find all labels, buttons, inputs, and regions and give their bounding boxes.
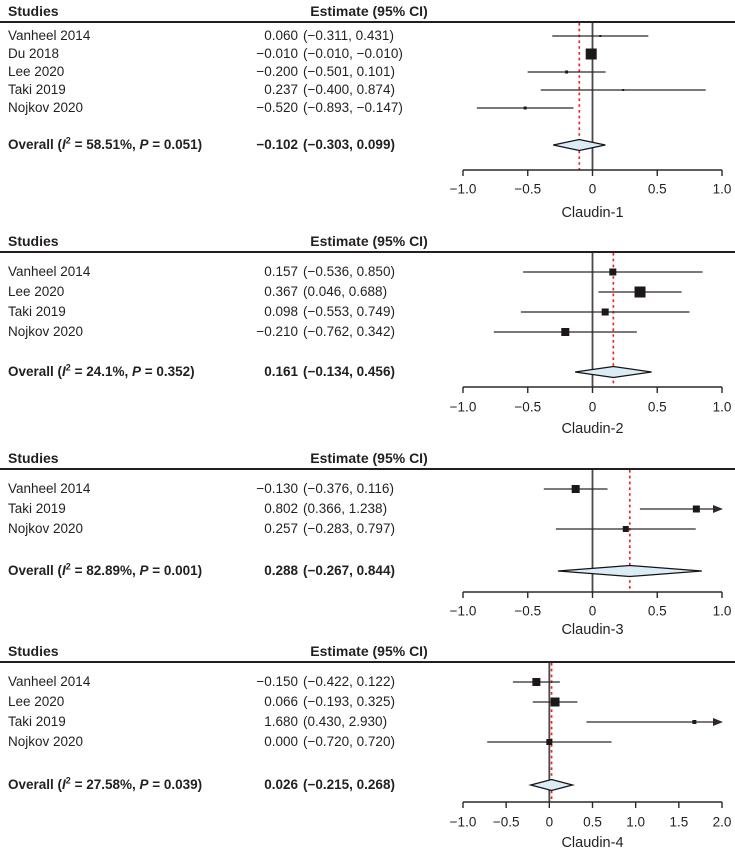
study-name: Vanheel 2014 bbox=[8, 28, 91, 43]
forest-plot-area bbox=[0, 640, 735, 852]
estimate-square-marker bbox=[561, 328, 569, 336]
i-squared-value: = 58.51%, bbox=[70, 137, 140, 152]
estimate-value: 0.000 bbox=[264, 734, 298, 749]
estimate-ci: (−0.376, 0.116) bbox=[303, 481, 394, 496]
studies-column-header: Studies bbox=[8, 450, 59, 466]
x-axis-tick-label: 0.5 bbox=[647, 603, 667, 619]
estimate-square-marker bbox=[623, 526, 629, 532]
estimate-square-marker bbox=[565, 71, 568, 74]
x-axis-tick-label: −0.5 bbox=[514, 399, 542, 415]
forest-plot-area bbox=[0, 0, 735, 230]
estimate-value: 1.680 bbox=[264, 714, 298, 729]
forest-panel-claudin-3 bbox=[0, 447, 735, 640]
estimate-square-marker bbox=[692, 720, 696, 724]
study-name: Taki 2019 bbox=[8, 501, 66, 516]
x-axis-title: Claudin-1 bbox=[561, 205, 624, 221]
estimate-square-marker bbox=[551, 698, 560, 707]
overall-label-prefix: Overall ( bbox=[8, 563, 63, 578]
overall-estimate-ci: (−0.134, 0.456) bbox=[303, 364, 395, 379]
x-axis-tick-label: −1.0 bbox=[449, 814, 477, 830]
overall-estimate-value: 0.288 bbox=[264, 563, 298, 578]
estimate-ci: (−0.762, 0.342) bbox=[303, 324, 395, 339]
x-axis-tick-label: −1.0 bbox=[449, 603, 477, 619]
estimate-ci: (−0.536, 0.850) bbox=[303, 264, 395, 279]
overall-estimate-value: 0.161 bbox=[264, 364, 298, 379]
study-name: Vanheel 2014 bbox=[8, 264, 91, 279]
estimate-value: 0.237 bbox=[264, 82, 298, 97]
estimate-ci: (−0.400, 0.874) bbox=[303, 82, 395, 97]
i-squared-exponent: 2 bbox=[65, 135, 71, 146]
overall-estimate-ci: (−0.303, 0.099) bbox=[303, 137, 395, 152]
x-axis-title: Claudin-3 bbox=[561, 622, 624, 638]
estimate-ci: (−0.283, 0.797) bbox=[303, 521, 395, 536]
p-value: = 0.051) bbox=[148, 137, 203, 152]
x-axis-tick-label: 0 bbox=[588, 399, 597, 415]
estimate-ci: (0.366, 1.238) bbox=[303, 501, 388, 516]
x-axis-title: Claudin-4 bbox=[561, 835, 624, 851]
estimate-ci: (−0.501, 0.101) bbox=[303, 64, 395, 79]
overall-diamond bbox=[575, 367, 651, 378]
p-symbol: P bbox=[139, 137, 149, 152]
i-squared-symbol: I bbox=[62, 563, 66, 578]
x-axis-tick-label: −0.5 bbox=[514, 181, 542, 197]
study-name: Nojkov 2020 bbox=[8, 324, 84, 339]
estimate-square-marker bbox=[524, 107, 527, 110]
x-axis-tick-label: −1.0 bbox=[449, 181, 477, 197]
estimate-ci: (−0.720, 0.720) bbox=[303, 734, 395, 749]
estimate-square-marker bbox=[532, 678, 540, 686]
i-squared-value: = 82.89%, bbox=[70, 563, 140, 578]
estimate-ci: (−0.193, 0.325) bbox=[303, 694, 395, 709]
study-name: Du 2018 bbox=[8, 46, 60, 61]
estimate-value: 0.060 bbox=[264, 28, 298, 43]
study-name: Nojkov 2020 bbox=[8, 100, 84, 115]
estimate-ci: (0.430, 2.930) bbox=[303, 714, 388, 729]
estimate-value: −0.200 bbox=[256, 64, 298, 79]
p-value: = 0.039) bbox=[148, 777, 203, 792]
estimate-value: 0.157 bbox=[264, 264, 298, 279]
ci-arrow-right-icon bbox=[713, 505, 723, 513]
overall-diamond bbox=[558, 566, 702, 577]
study-name: Vanheel 2014 bbox=[8, 674, 91, 689]
x-axis-tick-label: −1.0 bbox=[449, 399, 477, 415]
overall-diamond bbox=[553, 140, 605, 151]
estimate-column-header: Estimate (95% CI) bbox=[310, 450, 428, 466]
p-value: = 0.352) bbox=[141, 364, 195, 379]
estimate-square-marker bbox=[693, 506, 700, 513]
p-symbol: P bbox=[139, 777, 149, 792]
p-symbol: P bbox=[131, 364, 141, 379]
overall-label-prefix: Overall ( bbox=[8, 137, 63, 152]
estimate-value: 0.802 bbox=[264, 501, 298, 516]
estimate-value: 0.066 bbox=[264, 694, 298, 709]
i-squared-value: = 27.58%, bbox=[70, 777, 140, 792]
forest-panel-claudin-4 bbox=[0, 640, 735, 852]
p-symbol: P bbox=[139, 563, 149, 578]
estimate-value: 0.257 bbox=[264, 521, 298, 536]
study-name: Taki 2019 bbox=[8, 304, 66, 319]
p-value: = 0.001) bbox=[148, 563, 203, 578]
study-name: Nojkov 2020 bbox=[8, 521, 84, 536]
x-axis-tick-label: 0.5 bbox=[583, 814, 602, 830]
estimate-ci: (−0.893, −0.147) bbox=[303, 100, 403, 115]
study-name: Lee 2020 bbox=[8, 284, 65, 299]
x-axis-tick-label: 0 bbox=[588, 181, 597, 197]
x-axis-tick-label: 0.5 bbox=[647, 181, 667, 197]
overall-estimate-value: 0.026 bbox=[264, 777, 298, 792]
estimate-square-marker bbox=[586, 49, 597, 60]
estimate-square-marker bbox=[546, 739, 552, 745]
x-axis-tick-label: 1.0 bbox=[712, 399, 732, 415]
x-axis-title: Claudin-2 bbox=[561, 421, 624, 437]
x-axis-tick-label: 1.5 bbox=[669, 814, 689, 830]
x-axis-tick-label: 0 bbox=[545, 814, 554, 830]
estimate-square-marker bbox=[602, 309, 609, 316]
forest-panel-claudin-1 bbox=[0, 0, 735, 230]
overall-label-prefix: Overall ( bbox=[8, 777, 63, 792]
studies-column-header: Studies bbox=[8, 643, 59, 659]
i-squared-value: = 24.1%, bbox=[70, 364, 132, 379]
estimate-square-marker bbox=[599, 35, 601, 37]
i-squared-symbol: I bbox=[62, 364, 66, 379]
x-axis-tick-label: −0.5 bbox=[514, 603, 542, 619]
i-squared-symbol: I bbox=[62, 777, 66, 792]
studies-column-header: Studies bbox=[8, 3, 59, 19]
x-axis-tick-label: 0 bbox=[588, 603, 597, 619]
estimate-square-marker bbox=[622, 89, 624, 91]
i-squared-exponent: 2 bbox=[65, 362, 71, 373]
i-squared-exponent: 2 bbox=[65, 561, 71, 572]
estimate-value: −0.130 bbox=[256, 481, 298, 496]
i-squared-symbol: I bbox=[62, 137, 66, 152]
overall-diamond bbox=[531, 780, 573, 791]
estimate-value: −0.520 bbox=[256, 100, 298, 115]
estimate-value: −0.150 bbox=[256, 674, 298, 689]
estimate-value: −0.210 bbox=[256, 324, 298, 339]
study-name: Lee 2020 bbox=[8, 64, 65, 79]
i-squared-exponent: 2 bbox=[65, 775, 71, 786]
estimate-ci: (−0.010, −0.010) bbox=[303, 46, 403, 61]
x-axis-tick-label: 1.0 bbox=[712, 603, 732, 619]
x-axis-tick-label: 0.5 bbox=[647, 399, 667, 415]
study-name: Lee 2020 bbox=[8, 694, 65, 709]
forest-plot-area bbox=[0, 230, 735, 447]
x-axis-tick-label: 2.0 bbox=[712, 814, 732, 830]
x-axis-tick-label: 1.0 bbox=[712, 181, 732, 197]
estimate-column-header: Estimate (95% CI) bbox=[310, 643, 428, 659]
study-name: Vanheel 2014 bbox=[8, 481, 91, 496]
estimate-ci: (0.046, 0.688) bbox=[303, 284, 388, 299]
overall-estimate-value: −0.102 bbox=[256, 137, 298, 152]
study-name: Taki 2019 bbox=[8, 714, 66, 729]
overall-estimate-ci: (−0.215, 0.268) bbox=[303, 777, 395, 792]
study-name: Nojkov 2020 bbox=[8, 734, 84, 749]
estimate-value: 0.367 bbox=[264, 284, 298, 299]
overall-label-prefix: Overall ( bbox=[8, 364, 63, 379]
x-axis-tick-label: −0.5 bbox=[492, 814, 520, 830]
studies-column-header: Studies bbox=[8, 233, 59, 249]
estimate-square-marker bbox=[635, 287, 646, 298]
forest-panel-claudin-2 bbox=[0, 230, 735, 447]
overall-estimate-ci: (−0.267, 0.844) bbox=[303, 563, 395, 578]
estimate-ci: (−0.422, 0.122) bbox=[303, 674, 395, 689]
estimate-value: −0.010 bbox=[256, 46, 298, 61]
estimate-ci: (−0.311, 0.431) bbox=[303, 28, 394, 43]
forest-plot-area bbox=[0, 447, 735, 640]
x-axis-tick-label: 1.0 bbox=[626, 814, 646, 830]
ci-arrow-right-icon bbox=[713, 718, 723, 726]
estimate-square-marker bbox=[609, 269, 616, 276]
estimate-value: 0.098 bbox=[264, 304, 298, 319]
estimate-ci: (−0.553, 0.749) bbox=[303, 304, 395, 319]
estimate-square-marker bbox=[572, 485, 580, 493]
estimate-column-header: Estimate (95% CI) bbox=[310, 3, 428, 19]
study-name: Taki 2019 bbox=[8, 82, 66, 97]
estimate-column-header: Estimate (95% CI) bbox=[310, 233, 428, 249]
